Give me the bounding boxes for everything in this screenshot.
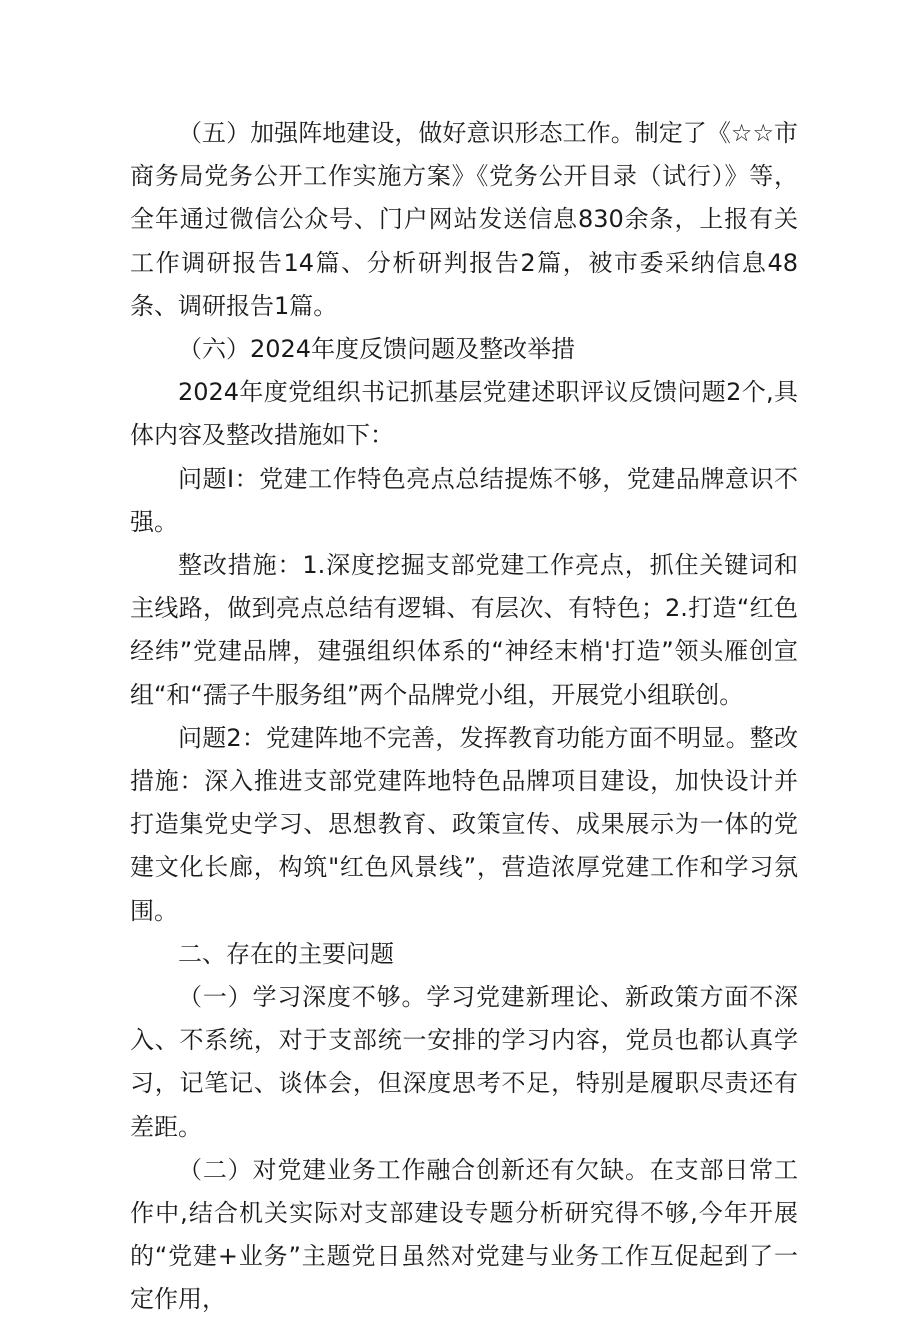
paragraph-integration-innovation: （二）对党建业务工作融合创新还有欠缺。在支部日常工作中,结合机关实际对支部建设专题分析研究得不够,今年开展的“党建+业务”主题党日虽然对党建与业务工作互促起到了一定作用， <box>130 1155 798 1314</box>
document-body <box>130 112 798 1322</box>
paragraph-feedback-heading: （六）2024年度反馈问题及整改举措 <box>178 335 576 364</box>
paragraph-measures-1: 整改措施：1.深度挖掘支部党建工作亮点，抓住关键词和主线路，做到亮点总结有逻辑、有层次、有特色；2.打造“红色经纬”党建品牌，建强组织体系的“神经末梢'打造”领头雁创宣组“和“孺子牛服务组”两个品牌党小组，开展党小组联创。 <box>130 551 798 709</box>
paragraph-position-work: （五）加强阵地建设，做好意识形态工作。制定了《☆☆市商务局党务公开工作实施方案》《党务公开目录（试行）》等，全年通过微信公众号、门户网站发送信息830余条，上报有关工作调研报告14篇、分析研判报告2篇，被市委采纳信息48条、调研报告1篇。 <box>130 119 798 320</box>
section-heading-main-problems: 二、存在的主要问题 <box>178 939 394 968</box>
paragraph-problem-2: 问题2：党建阵地不完善，发挥教育功能方面不明显。整改措施：深入推进支部党建阵地特色品牌项目建设，加快设计并打造集党史学习、思想教育、政策宣传、成果展示为一体的党建文化长廊，构筑"红色风景线”，营造浓厚党建工作和学习氛围。 <box>130 723 798 925</box>
paragraph-problem-1: 问题I：党建工作特色亮点总结提炼不够，党建品牌意识不强。 <box>130 464 798 536</box>
paragraph-feedback-intro: 2024年度党组织书记抓基层党建述职评议反馈问题2个,具体内容及整改措施如下： <box>130 378 798 450</box>
paragraph-learning-depth: （一）学习深度不够。学习党建新理论、新政策方面不深入、不系统，对于支部统一安排的学习内容，党员也都认真学习，记笔记、谈体会，但深度思考不足，特别是履职尽责还有差距。 <box>130 983 798 1141</box>
